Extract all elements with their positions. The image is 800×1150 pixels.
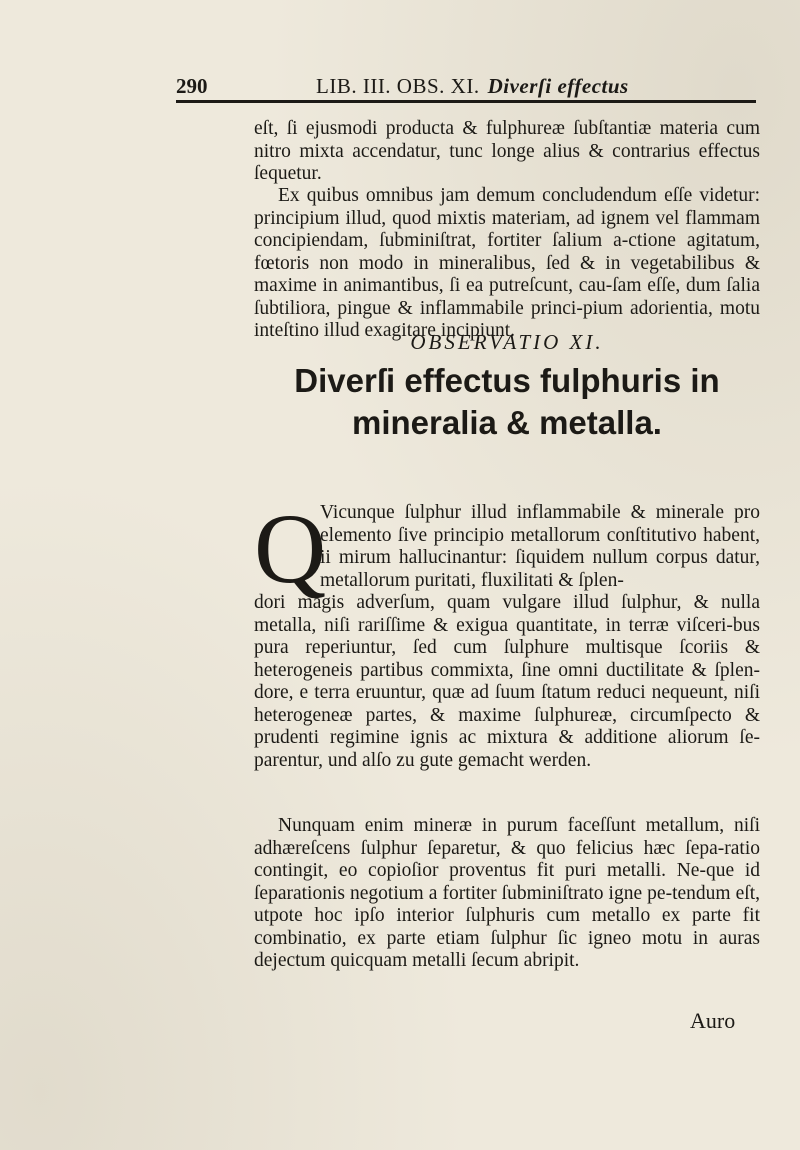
paragraph-1: eſt, ſi ejusmodi producta & fulphureæ ſubſtantiæ materia cum nitro mixta accendatur, tunc longe alius & contrarius effectus ſequetur. [254, 118, 760, 184]
page-number: 290 [176, 74, 208, 98]
section-title: Diverſi effectus fulphuris in mineralia & metalla. [294, 362, 720, 441]
paragraph-3-opening: Vicunque ſulphur illud inflammabile & minerale pro elemento ſive principio metallorum conſtitutivo habent, ii mirum hallucinantur: ſiquidem nullum corpus datur, metallorum puritati, fluxilitati & ſplen- [320, 502, 760, 591]
paragraph-3-continued: dori magis adverſum, quam vulgare illud ſulphur, & nulla metalla, niſi rariſſime & exigua quantitate, in terræ viſceri-bus pura reperiuntur, ſed cum ſulphure multisque ſcoriis & heterogeneis partibus commixta, ſine omni ductilitate & ſplen-dore, e terra eruuntur, quæ ad ſuum ſtatum reduci nequeunt, niſi heterogeneæ partes, & maxime ſulphureæ, circumſpecto & prudenti regimine ignis ac mixtura & additione aliorum ſe-parentur, und alſo zu gute gemacht werden. [254, 592, 760, 771]
drop-cap: Q [254, 493, 327, 604]
paragraph-2: Ex quibus omnibus jam demum concludendum eſſe videtur: principium illud, quod mixtis materiam, ad ignem vel flammam concipiendam, ſubminiſtrat, fortiter ſalium a-ctione agitatum, fœtoris non modo in mineralibus, ſed & in vegetabilibus & maxime in animantibus, ſi ea putreſcunt, cau-ſam eſſe, dum ſalia ſubtiliora, pingue & inflammabile princi-pium adorientia, motu inteſtino illud exagitare incipiunt. [254, 185, 760, 341]
observation-label: OBSERVATIO XI. [410, 330, 604, 354]
running-head-italic: Diverſi effectus [487, 74, 629, 98]
running-head [316, 74, 629, 99]
catchword: Auro [690, 1008, 736, 1033]
running-head-book-reference: LIB. III. OBS. XI. [316, 74, 480, 98]
header-rule [176, 100, 756, 103]
paragraph-4: Nunquam enim mineræ in purum faceſſunt metallum, niſi adhæreſcens ſulphur ſeparetur, & quo felicius hæc ſepa-ratio contingit, eo copioſior proventus fit puri metalli. Ne-que id ſeparationis negotium a fortiter ſubminiſtrato igne pe-tendum eſt, utpote hoc ipſo interior ſulphuris cum metallo ex parte fit combinatio, ex parte etiam ſulphur ſic igneo motu in auras dejectum quicquam metalli ſecum abripit. [254, 815, 760, 971]
